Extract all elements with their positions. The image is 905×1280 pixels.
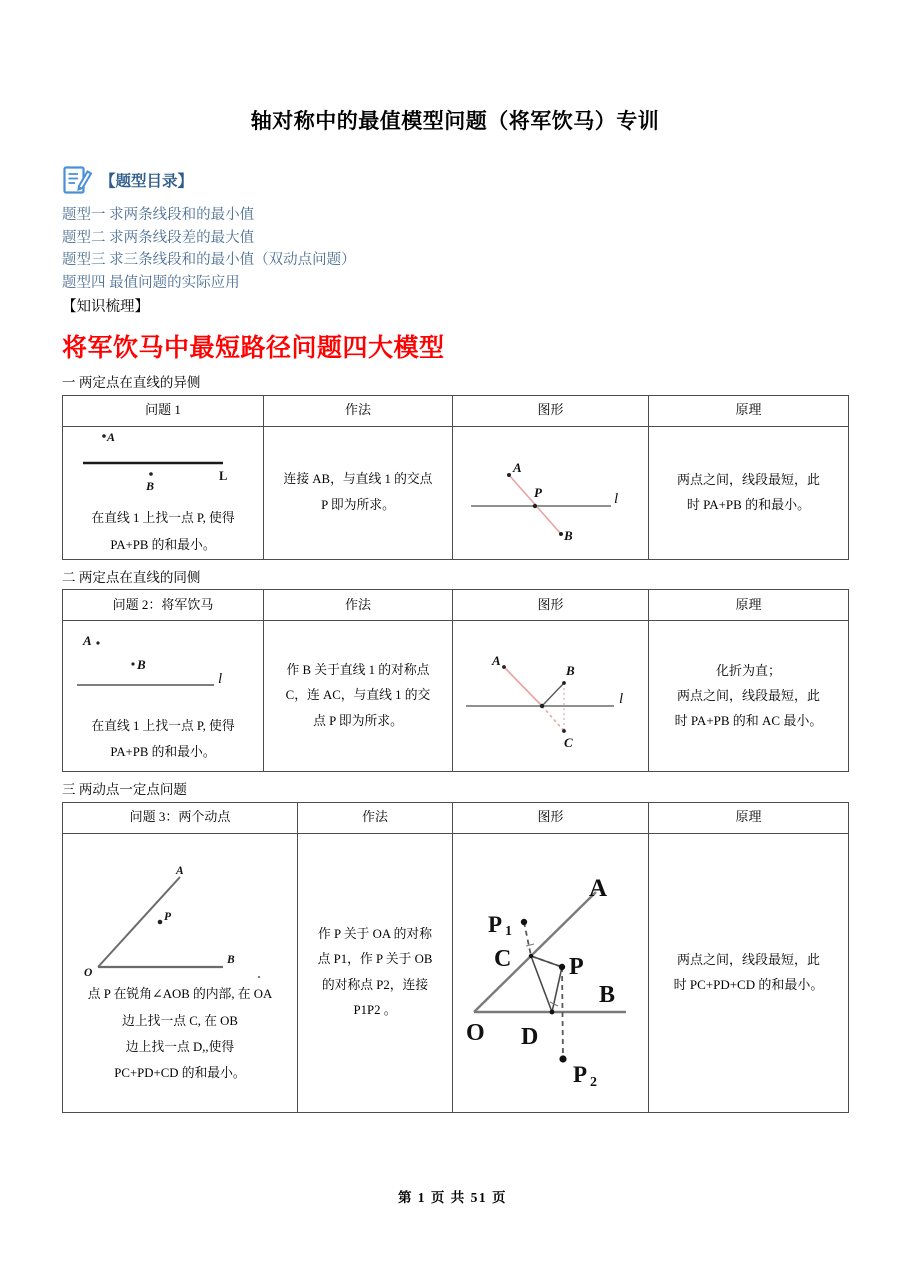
page-footer: 第 1 页 共 51 页: [397, 1190, 508, 1205]
svg-text:C: C: [493, 945, 511, 972]
svg-text:P: P: [568, 953, 584, 980]
table-3-method-line-4: P1P2 。: [353, 1003, 397, 1018]
toc-item-2[interactable]: 题型二 求两条线段差的最大值: [62, 229, 255, 246]
table-1-reason-line-1: 两点之间，线段最短，此: [676, 471, 820, 487]
table-3-caption: 三 两动点一定点问题: [62, 782, 187, 798]
table-1-header-reason: 原理: [649, 395, 849, 426]
table-3-problem-line-2: 边上找一点 C, 在 OB: [122, 1013, 238, 1028]
page-title: 轴对称中的最值模型问题（将军饮马）专训: [250, 109, 660, 133]
table-3-figure-cell: [453, 833, 649, 1112]
table-2-problem-line-1: 在直线 1 上找一点 P, 使得: [91, 718, 235, 733]
svg-text:P: P: [533, 484, 542, 500]
table-3-header-problem: 问题 3：两个动点: [63, 802, 298, 833]
document-pencil-icon: [62, 165, 92, 195]
table-1-header-problem: 问题 1: [63, 395, 264, 426]
table-3-header-method: 作法: [298, 802, 453, 833]
svg-text:2: 2: [589, 1074, 597, 1090]
svg-text:l: l: [217, 670, 222, 687]
svg-text:l: l: [613, 490, 618, 507]
table-2-header-figure: 图形: [453, 590, 649, 621]
table-1-caption: 一 两定点在直线的异侧: [62, 375, 201, 391]
table-3-problem-line-3: 边上找一点 D,,使得: [125, 1039, 235, 1054]
table-2-problem-cell: [63, 621, 264, 772]
table-2-method-line-3: 点 P 即为所求。: [313, 713, 403, 728]
model-table-1: [62, 395, 849, 560]
svg-text:1: 1: [504, 923, 512, 939]
table-1-method-cell: [264, 426, 453, 559]
svg-text:B: B: [226, 954, 235, 967]
table-2-method-cell: [264, 621, 453, 772]
svg-text:P: P: [163, 911, 171, 924]
svg-text:B: B: [565, 663, 575, 679]
toc-list: [62, 204, 848, 318]
table-3-reason-cell: [649, 833, 849, 1112]
svg-text:O: O: [83, 967, 92, 980]
table-2-figure: [456, 621, 646, 771]
toc-header: [62, 164, 848, 196]
table-3-method-line-2: 点 P1，作 P 关于 OB: [317, 952, 433, 967]
page-content: [62, 0, 848, 1113]
knowledge-section-label: 【知识梳理】: [62, 299, 149, 316]
table-2-reason-line-1: 化折为直；: [715, 663, 781, 679]
table-2-method-line-1: 作 B 关于直线 1 的对称点: [286, 662, 430, 677]
table-row: [63, 833, 849, 1112]
table-2-reason-line-3: 时 PA+PB 的和 AC 最小。: [674, 712, 823, 728]
table-3-problem-line-1: 点 P 在锐角∠AOB 的内部, 在 OA: [87, 987, 273, 1002]
svg-text:C: C: [563, 735, 573, 751]
table-1-problem-line-2: PA+PB 的和最小。: [110, 537, 216, 552]
svg-text:P: P: [572, 1061, 587, 1087]
table-2-method-line-2: C，连 AC，与直线 1 的交: [285, 688, 431, 703]
table-3-reason-line-1: 两点之间，线段最短，此: [676, 952, 820, 968]
table-row: [63, 802, 849, 833]
table-2-caption: 二 两定点在直线的同侧: [62, 569, 201, 585]
table-3-figure: [456, 834, 646, 1112]
table-3-method-line-1: 作 P 关于 OA 的对称: [318, 926, 432, 941]
table-2-header-problem: 问题 2：将军饮马: [63, 590, 264, 621]
svg-text:A: A: [512, 459, 522, 475]
svg-text:A: A: [106, 430, 115, 445]
table-1-problem-cell: [63, 426, 264, 559]
svg-text:A: A: [175, 865, 184, 878]
toc-heading: 【题型目录】: [100, 173, 194, 191]
table-2-problem-figure: [71, 627, 256, 713]
table-1-reason-line-2: 时 PA+PB 的和最小。: [686, 496, 811, 512]
table-1-method-line-1: 连接 AB，与直线 1 的交点: [283, 472, 433, 487]
table-1-header-figure: 图形: [453, 395, 649, 426]
table-1-figure: [456, 427, 646, 559]
table-3-method-cell: [298, 833, 453, 1112]
table-1-header-method: 作法: [264, 395, 453, 426]
table-row: [63, 426, 849, 559]
svg-text:B: B: [563, 527, 573, 543]
table-2-header-method: 作法: [264, 590, 453, 621]
table-1-method-line-2: P 即为所求。: [321, 497, 395, 512]
svg-text:B: B: [145, 479, 154, 494]
svg-text:P: P: [487, 911, 502, 937]
table-1-problem-figure: [71, 427, 256, 505]
table-3-problem-cell: [63, 833, 298, 1112]
svg-text:L: L: [218, 469, 227, 484]
table-2-problem-line-2: PA+PB 的和最小。: [110, 745, 216, 760]
toc-item-4[interactable]: 题型四 最值问题的实际应用: [62, 274, 240, 291]
table-3-reason-line-2: 时 PC+PD+CD 的和最小。: [673, 976, 824, 992]
table-1-problem-line-1: 在直线 1 上找一点 P, 使得: [91, 511, 235, 526]
svg-text:D: D: [520, 1023, 538, 1050]
table-1-reason-cell: [649, 426, 849, 559]
table-2-reason-line-2: 两点之间，线段最短，此: [676, 687, 820, 703]
table-3-problem-line-4: PC+PD+CD 的和最小。: [114, 1065, 246, 1080]
table-row: [63, 395, 849, 426]
table-3-method-line-3: 的对称点 P2，连接: [321, 977, 429, 992]
svg-text:B: B: [136, 656, 146, 672]
svg-text:A: A: [588, 874, 607, 902]
table-row: [63, 590, 849, 621]
table-3-header-reason: 原理: [649, 802, 849, 833]
toc-item-3[interactable]: 题型三 求三条线段和的最小值（双动点问题）: [62, 252, 356, 269]
svg-text:O: O: [465, 1019, 485, 1046]
table-3-header-figure: 图形: [453, 802, 649, 833]
svg-text:A: A: [491, 653, 501, 669]
table-2-figure-cell: [453, 621, 649, 772]
table-1-figure-cell: [453, 426, 649, 559]
model-table-3: [62, 802, 849, 1113]
svg-text:B: B: [598, 981, 615, 1008]
table-2-header-reason: 原理: [649, 590, 849, 621]
svg-text:A: A: [82, 632, 92, 648]
table-row: [63, 621, 849, 772]
table-2-reason-cell: [649, 621, 849, 772]
svg-text:l: l: [618, 691, 623, 708]
model-table-2: [62, 589, 849, 772]
toc-item-1[interactable]: 题型一 求两条线段和的最小值: [62, 207, 255, 224]
table-3-problem-figure: [73, 859, 288, 981]
red-section-heading: 将军饮马中最短路径问题四大模型: [62, 334, 445, 362]
